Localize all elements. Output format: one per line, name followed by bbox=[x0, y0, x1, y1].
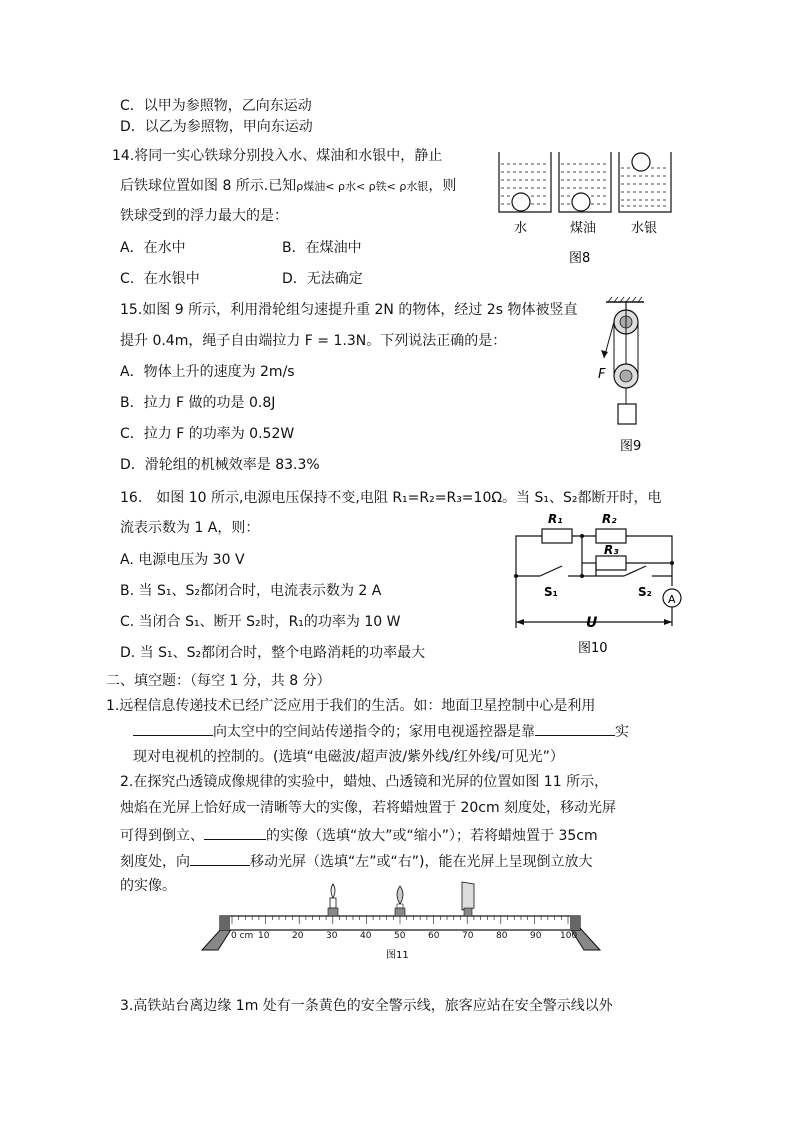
convex-lens bbox=[397, 886, 403, 904]
q16-option-a: A. 电源电压为 30 V bbox=[120, 552, 245, 568]
fill1-blank-2[interactable] bbox=[535, 721, 615, 736]
q16-option-b: B. 当 S₁、S₂都闭合时，电流表示数为 2 A bbox=[120, 583, 382, 599]
fill1-blank-1[interactable] bbox=[133, 721, 213, 736]
q15-stem-line1: 15.如图 9 所示，利用滑轮组匀速提升重 2N 的物体，经过 2s 物体被竖直 bbox=[120, 302, 578, 318]
q13-option-d: D．以乙为参照物，甲向东运动 bbox=[120, 119, 313, 135]
light-screen bbox=[462, 882, 474, 910]
fig11-tick-100: 100 bbox=[560, 931, 578, 941]
q14-option-d: D．无法确定 bbox=[282, 271, 363, 287]
figure-8-beakers bbox=[495, 148, 675, 268]
fig8-label-water: 水 bbox=[514, 221, 528, 236]
fig8-label-kerosene: 煤油 bbox=[570, 221, 597, 236]
fig10-caption: 图10 bbox=[578, 641, 608, 656]
q14-stem-line1: 14.将同一实心铁球分别投入水、煤油和水银中，静止 bbox=[112, 148, 443, 164]
q14-stem-line2: 后铁球位置如图 8 所示.已知ρ煤油< ρ水< ρ铁< ρ水银，则 bbox=[120, 178, 457, 194]
fig11-tick-30: 30 bbox=[326, 931, 338, 941]
candle-flame bbox=[331, 884, 335, 898]
q14-stem-line3: 铁球受到的浮力最大的是： bbox=[120, 208, 288, 224]
q15-option-b: B．拉力 F 做的功是 0.8J bbox=[120, 395, 276, 411]
fig11-tick-10: 10 bbox=[258, 931, 270, 941]
fig11-tick-50: 50 bbox=[394, 931, 406, 941]
fig10-s1-label: S₁ bbox=[544, 585, 558, 599]
fill1-line2: 向太空中的空间站传递指令的；家用电视遥控器是靠 实 bbox=[133, 721, 629, 742]
fig9-caption: 图9 bbox=[620, 439, 642, 454]
figure-11-optical-bench bbox=[198, 880, 604, 962]
fig10-r3-label: R₃ bbox=[604, 543, 619, 557]
fill1-line1: 1.远程信息传递技术已经广泛应用于我们的生活。如：地面卫星控制中心是利用 bbox=[106, 698, 596, 714]
section2-heading: 二、填空题：（每空 1 分，共 8 分） bbox=[106, 673, 331, 689]
q14-option-c: C．在水银中 bbox=[120, 271, 200, 287]
fill2-blank-1[interactable] bbox=[204, 825, 266, 840]
fig11-tick-0: 0 cm bbox=[231, 931, 254, 941]
q15-option-a: A．物体上升的速度为 2m/s bbox=[120, 364, 295, 380]
fig11-tick-60: 60 bbox=[428, 931, 440, 941]
fig11-caption: 图11 bbox=[386, 950, 409, 961]
q16-option-d: D. 当 S₁、S₂都闭合时，整个电路消耗的功率最大 bbox=[120, 645, 426, 661]
fill2-line4: 刻度处，向 移动光屏（选填“左”或“右”)，能在光屏上呈现倒立放大 bbox=[120, 851, 592, 872]
fig11-tick-40: 40 bbox=[360, 931, 372, 941]
fig10-r1-label: R₁ bbox=[548, 512, 563, 526]
fill2-line2: 烛焰在光屏上恰好成一清晰等大的实像，若将蜡烛置于 20cm 刻度处，移动光屏 bbox=[120, 800, 617, 816]
q15-option-d: D．滑轮组的机械效率是 83.3% bbox=[120, 457, 320, 473]
q16-option-c: C. 当闭合 S₁、断开 S₂时，R₁的功率为 10 W bbox=[120, 614, 401, 630]
fig8-label-mercury: 水银 bbox=[631, 221, 658, 236]
fill2-blank-2[interactable] bbox=[190, 851, 250, 866]
fill2-line3: 可得到倒立、 的实像（选填“放大”或“缩小”）；若将蜡烛置于 35cm bbox=[120, 825, 598, 846]
fig10-voltage-label: U bbox=[586, 615, 598, 631]
q14-density-formula: ρ煤油< ρ水< ρ铁< ρ水银 bbox=[296, 180, 429, 193]
fig10-ammeter-label: A bbox=[668, 593, 676, 606]
figure-9-pulley bbox=[590, 296, 660, 456]
figure-10-circuit bbox=[506, 508, 686, 660]
fill3-line1: 3.高铁站台离边缘 1m 处有一条黄色的安全警示线，旅客应站在安全警示线以外 bbox=[120, 998, 613, 1014]
fill1-line3: 现对电视机的控制的。(选填“电磁波/超声波/紫外线/红外线/可见光”） bbox=[133, 749, 564, 765]
fig8-caption: 图8 bbox=[569, 251, 591, 266]
q15-option-c: C．拉力 F 的功率为 0.52W bbox=[120, 426, 295, 442]
q16-stem-line1: 16． 如图 10 所示,电源电压保持不变,电阻 R₁=R₂=R₃=10Ω。当 S₁、S₂都断开时，电 bbox=[120, 490, 662, 506]
fig10-s2-label: S₂ bbox=[638, 585, 652, 599]
fill2-line5: 的实像。 bbox=[120, 878, 176, 894]
q14-option-b: B．在煤油中 bbox=[282, 240, 362, 256]
fig11-tick-80: 80 bbox=[496, 931, 508, 941]
fill2-line1: 2.在探究凸透镜成像规律的实验中，蜡烛、凸透镜和光屏的位置如图 11 所示， bbox=[120, 774, 609, 790]
fig9-force-label: F bbox=[598, 367, 606, 382]
fig11-tick-70: 70 bbox=[462, 931, 474, 941]
q13-option-c: C．以甲为参照物，乙向东运动 bbox=[120, 98, 312, 114]
fig11-tick-20: 20 bbox=[292, 931, 304, 941]
q14-option-a: A．在水中 bbox=[120, 240, 186, 256]
fig11-tick-90: 90 bbox=[530, 931, 542, 941]
q16-stem-line2: 流表示数为 1 A，则： bbox=[120, 520, 260, 536]
fig10-r2-label: R₂ bbox=[602, 512, 617, 526]
q15-stem-line2: 提升 0.4m，绳子自由端拉力 F = 1.3N。下列说法正确的是： bbox=[120, 333, 507, 349]
